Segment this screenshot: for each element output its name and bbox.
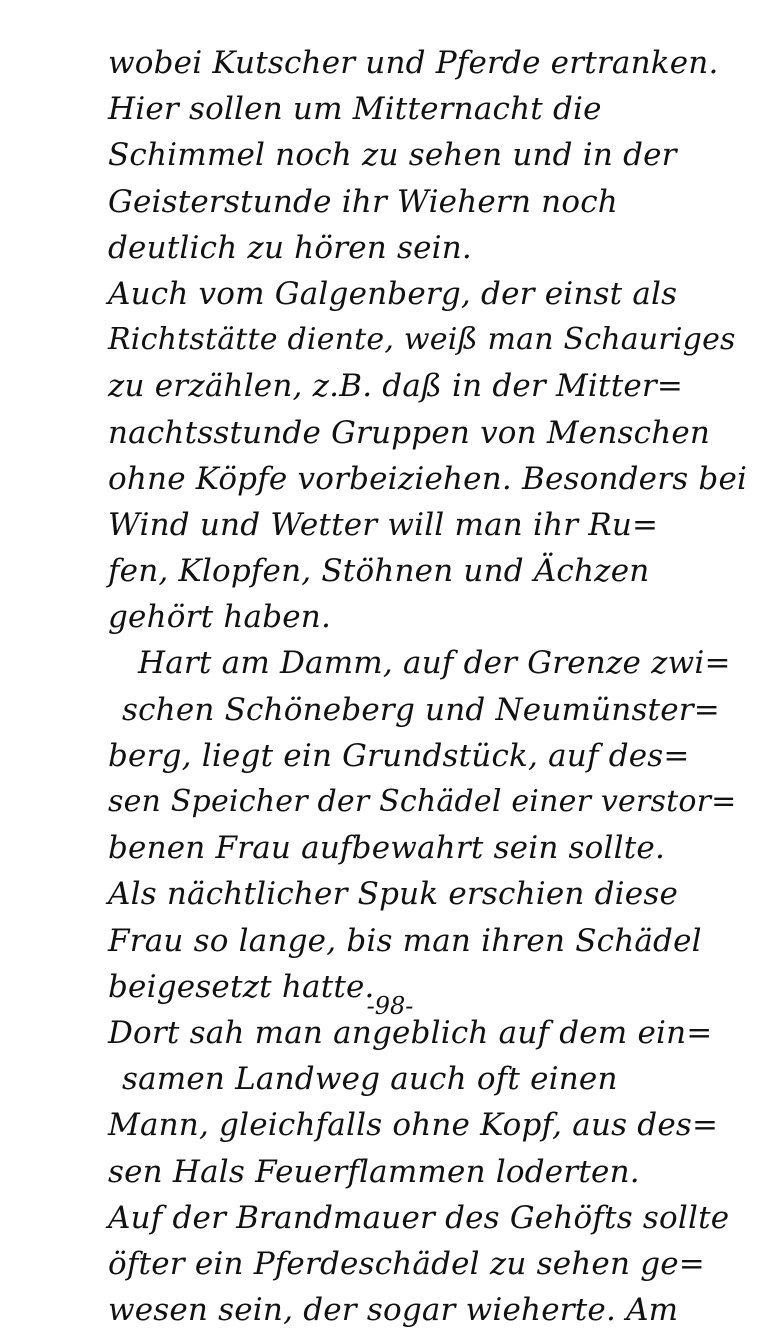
text-line: Frau so lange, bis man ihren Schädel: [108, 922, 702, 959]
text-line: Auch vom Galgenberg, der einst als: [108, 275, 678, 312]
text-line: Als nächtlicher Spuk erschien diese: [108, 876, 678, 913]
text-line: wobei Kutscher und Pferde ertranken.: [108, 45, 719, 81]
text-line: Dort sah man angeblich auf dem ein=: [108, 1014, 713, 1051]
text-body: [108, 40, 748, 1333]
text-line: Auf der Brandmauer des Gehöfts sollte: [108, 1199, 730, 1236]
text-line: Wind und Wetter will man ihr Ru=: [108, 506, 659, 543]
text-line: ohne Köpfe vorbeiziehen. Besonders bei: [108, 460, 748, 497]
text-line: wesen sein, der sogar wieherte. Am: [108, 1292, 679, 1329]
text-line: deutlich zu hören sein.: [108, 229, 472, 266]
text-line: Geisterstunde ihr Wiehern noch: [108, 183, 618, 220]
text-line: gehört haben.: [108, 599, 332, 636]
page-number: -98-: [366, 992, 414, 1020]
text-line: nachtsstunde Gruppen von Menschen: [108, 414, 711, 451]
text-line: Hart am Damm, auf der Grenze zwi=: [138, 645, 731, 682]
text-line: sen Hals Feuerflammen loderten.: [108, 1153, 640, 1190]
text-line: Schimmel noch zu sehen und in der: [108, 137, 677, 174]
text-line: Hier sollen um Mitternacht die: [108, 91, 602, 128]
text-line: samen Landweg auch oft einen: [122, 1061, 618, 1098]
text-line: benen Frau aufbewahrt sein sollte.: [108, 830, 666, 867]
text-line: fen, Klopfen, Stöhnen und Ächzen: [108, 553, 650, 590]
text-line: schen Schöneberg und Neumünster=: [122, 691, 720, 728]
text-line: zu erzählen, z.B. daß in der Mitter=: [108, 368, 684, 405]
text-line: Richtstätte diente, weiß man Schauriges: [108, 322, 736, 358]
text-line: berg, liegt ein Grundstück, auf des=: [108, 737, 690, 774]
text-line: Mann, gleichfalls ohne Kopf, aus des=: [108, 1107, 719, 1144]
text-line: öfter ein Pferdeschädel zu sehen ge=: [108, 1245, 705, 1282]
text-line: beigesetzt hatte.: [108, 968, 375, 1005]
text-line: sen Speicher der Schädel einer verstor=: [108, 784, 737, 819]
